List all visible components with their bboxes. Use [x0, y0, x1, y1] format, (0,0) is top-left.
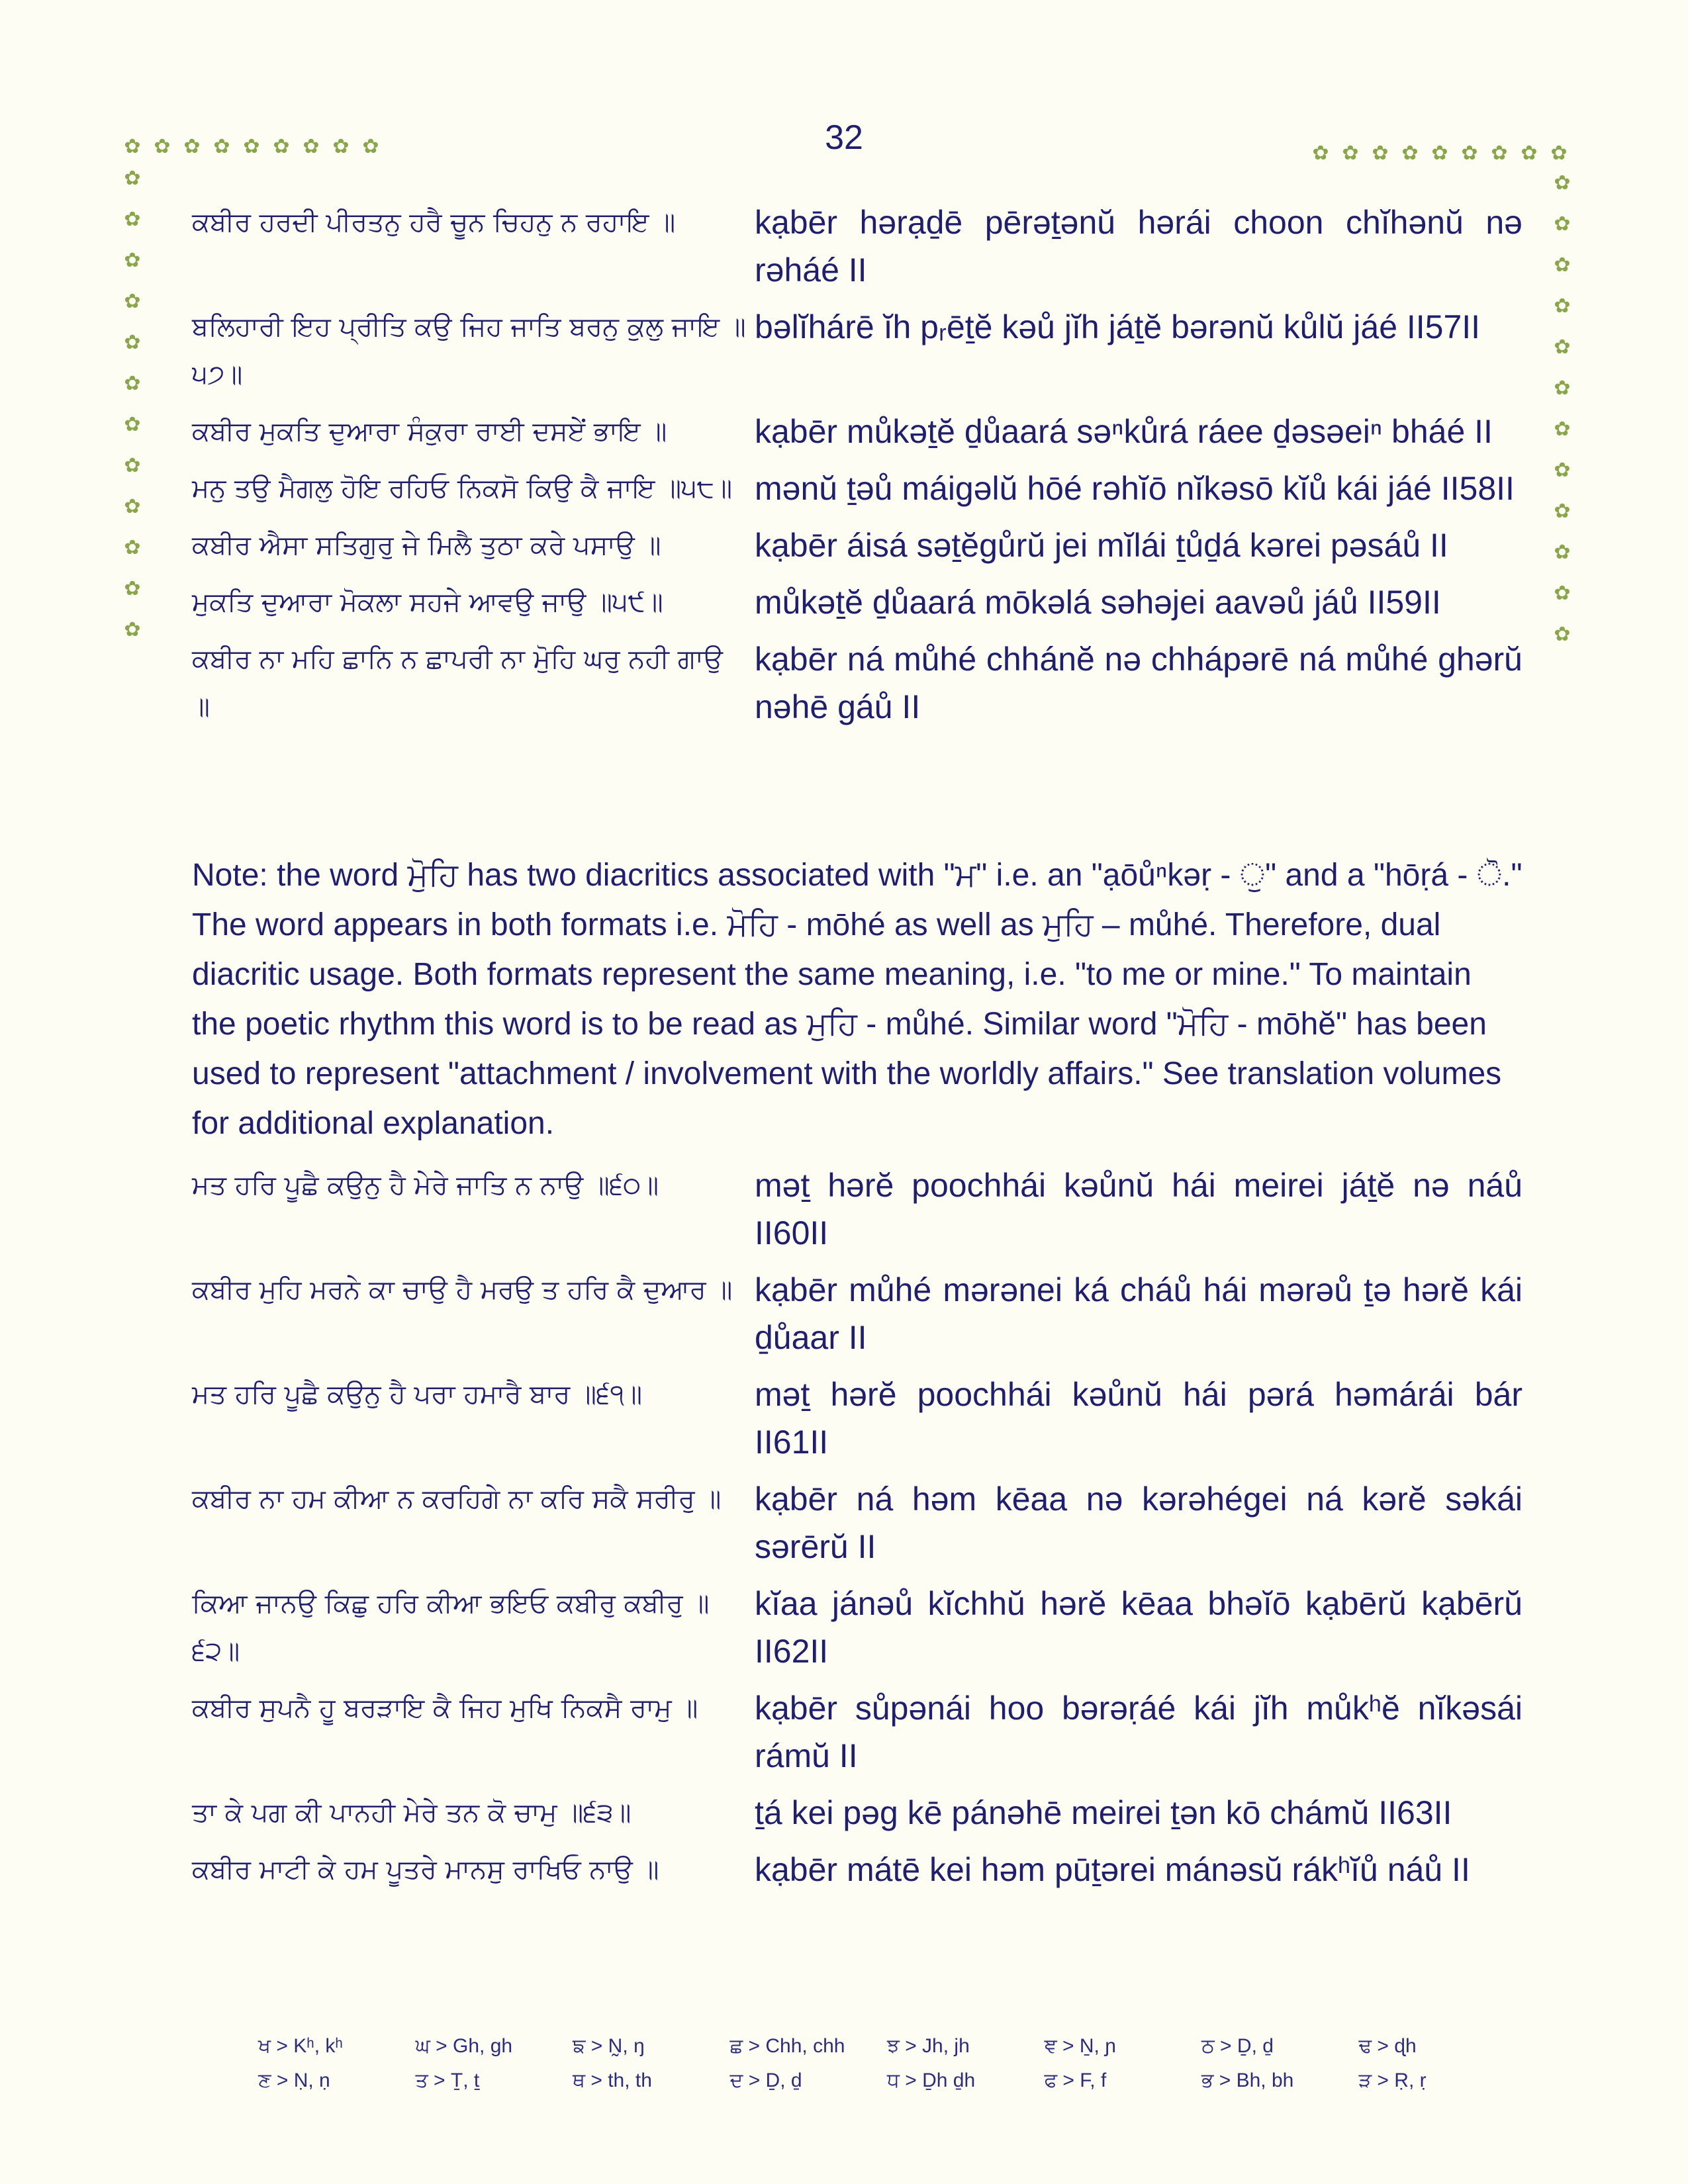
legend-item: ਛ > Chh, chh: [729, 2035, 845, 2057]
legend-item: ਧ > Ḏh ḏh: [887, 2070, 976, 2091]
legend-item: ਤ > Ṯ, ṯ: [415, 2070, 480, 2091]
flower-ornament-icon: ✿: [183, 135, 201, 158]
flower-ornament-icon: ✿: [154, 135, 171, 158]
legend-row: [258, 2070, 1516, 2104]
transliteration-text: kạbēr áisá səṯĕgůrŭ jei mĭlái ṯůḏá kərei pəsáů II: [755, 527, 1448, 564]
gurmukhi-text: ਕਬੀਰ ਮਾਟੀ ਕੇ ਹਮ ਪੂਤਰੇ ਮਾਨਸੁ ਰਾਖਿਓ ਨਾਉ ॥: [192, 1854, 659, 1885]
transliteration-text: kĭaa jánəů kĭchhŭ hərĕ kēaa bhəĭō kạbērŭ kạbērŭ II62II: [755, 1585, 1523, 1670]
flower-ornament-icon: ✿: [1431, 142, 1448, 165]
gurmukhi-text: ਕਬੀਰ ਮੁਕਤਿ ਦੁਆਰਾ ਸੰਕੁਰਾ ਰਾਈ ਦਸਏਂ ਭਾਇ ॥: [192, 416, 667, 447]
transliteration-text: kạbēr ná můhé chhánĕ nə chhápərē ná můhé ghərŭ nəhē gáů II: [755, 641, 1523, 725]
transliteration-text: kạbēr mátē kei həm pūṯərei mánəsŭ rákʰĭů náů II: [755, 1851, 1470, 1888]
gurmukhi-text: ਬਲਿਹਾਰੀ ਇਹ ਪ੍ਰੀਤਿ ਕਉ ਜਿਹ ਜਾਤਿ ਬਰਨੁ ਕੁਲੁ ਜਾਇ ॥੫੭॥: [192, 312, 746, 390]
transliteration-text: kạbēr hərạḏē pērəṯənŭ hərái choon chĭhənŭ nə rəháé II: [755, 204, 1523, 289]
flower-ornament-icon: ✿: [1554, 377, 1571, 400]
legend-item: ਢ > ɖh: [1358, 2035, 1417, 2057]
transliteration-text: můkəṯĕ ḏůaará mōkəlá səhəjei aavəů jáů II59II: [755, 584, 1441, 621]
verse-row: [192, 1475, 1523, 1570]
transliteration-text: bəlĭhárē ĭh pᵣēṯĕ kəů jĭh jáṯĕ bərənŭ kůlŭ jáé II57II: [755, 308, 1481, 345]
flower-ornament-icon: ✿: [124, 454, 141, 477]
gurmukhi-text: ਕਬੀਰ ਸੁਪਨੈ ਹੂ ਬਰੜਾਇ ਕੈ ਜਿਹ ਮੁਖਿ ਨਿਕਸੈ ਰਾਮੁ ॥: [192, 1693, 698, 1723]
flower-ornament-icon: ✿: [1554, 500, 1571, 523]
verse-row: [192, 1371, 1523, 1466]
flower-ornament-icon: ✿: [124, 208, 141, 231]
transliteration-text: kạbēr můkəṯĕ ḏůaará səⁿkůrá ráee ḏəsəeiⁿ bháé II: [755, 413, 1493, 450]
legend-item: ਫ > F, f: [1044, 2070, 1107, 2091]
transliteration-text: kạbēr sůpənái hoo bərəṛáé kái jĭh můkʰĕ nĭkəsái rámŭ II: [755, 1690, 1523, 1774]
verse-row: [192, 635, 1523, 731]
gurmukhi-text: ਕਬੀਰ ਐਸਾ ਸਤਿਗੁਰੁ ਜੇ ਮਿਲੈ ਤੁਠਾ ਕਰੇ ਪਸਾਉ ॥: [192, 530, 661, 561]
legend-item: ੜ > Ṛ, ṛ: [1358, 2070, 1427, 2091]
page-number: 32: [825, 118, 863, 157]
flower-ornament-icon: ✿: [1461, 142, 1478, 165]
flower-ornament-icon: ✿: [303, 135, 320, 158]
verse-row: [192, 408, 1523, 455]
flower-ornament-icon: ✿: [1521, 142, 1538, 165]
legend-item: ਘ > Gh, gh: [415, 2035, 513, 2057]
flower-ornament-icon: ✿: [1554, 459, 1571, 482]
flower-ornament-icon: ✿: [1554, 253, 1571, 277]
transliteration-text: mənŭ ṯəů máigəlŭ hōé rəhĭō nĭkəsō kĭů kái jáé II58II: [755, 470, 1515, 507]
transliteration-text: kạbēr můhé mərənei ká cháů hái mərəů ṯə hərĕ kái ḏůaar II: [755, 1271, 1523, 1356]
gurmukhi-text: ਮੁਕਤਿ ਦੁਆਰਾ ਮੋਕਲਾ ਸਹਜੇ ਆਵਉ ਜਾਉ ॥੫੯॥: [192, 587, 663, 617]
verse-row: [192, 1580, 1523, 1675]
flower-ornament-icon: ✿: [124, 249, 141, 272]
gurmukhi-text: ਕਬੀਰ ਨਾ ਮਹਿ ਛਾਨਿ ਨ ਛਾਪਰੀ ਨਾ ਮੁੋਹਿ ਘਰੁ ਨਹੀ ਗਾਉ ॥: [192, 644, 723, 722]
legend-item: ਠ > Ḏ, ḏ: [1201, 2035, 1274, 2057]
flower-ornament-icon: ✿: [362, 135, 379, 158]
verse-row: [192, 199, 1523, 294]
legend-item: ਙ > N̰, ŋ: [573, 2035, 645, 2057]
verse-row: [192, 1266, 1523, 1361]
flower-ornament-icon: ✿: [124, 135, 141, 158]
flower-ornament-icon: ✿: [213, 135, 230, 158]
gurmukhi-text: ਕਬੀਰ ਮੁਹਿ ਮਰਨੇ ਕਾ ਚਾਉ ਹੈ ਮਰਉ ਤ ਹਰਿ ਕੈ ਦੁਆਰ ॥: [192, 1275, 733, 1305]
gurmukhi-text: ਕਬੀਰ ਹਰਦੀ ਪੀਰਤਨੁ ਹਰੈ ਚੂਨ ਚਿਹਨੁ ਨ ਰਹਾਇ ॥: [192, 207, 676, 238]
verse-row: [192, 1161, 1523, 1257]
verse-row: [192, 1789, 1523, 1837]
flower-ornament-icon: ✿: [1491, 142, 1508, 165]
gurmukhi-text: ਮਨੁ ਤਉ ਮੈਗਲੁ ਹੋਇ ਰਹਿਓ ਨਿਕਸੋ ਕਿਉ ਕੈ ਜਾਇ ॥੫੮॥: [192, 473, 733, 504]
flower-ornament-icon: ✿: [243, 135, 260, 158]
flower-ornament-icon: ✿: [1554, 295, 1571, 318]
transliteration-text: məṯ hərĕ poochhái kəůnŭ hái pərá həmárái bár II61II: [755, 1376, 1523, 1461]
legend-item: ਝ > Jh, jh: [887, 2035, 970, 2057]
transliteration-text: kạbēr ná həm kēaa nə kərəhégei ná kərĕ səkái sərērŭ II: [755, 1480, 1523, 1565]
legend-item: ਖ > Kʰ, kʰ: [258, 2035, 343, 2057]
flower-ornament-icon: ✿: [1554, 336, 1571, 359]
flower-ornament-icon: ✿: [1342, 142, 1359, 165]
flower-ornament-icon: ✿: [332, 135, 350, 158]
transliteration-text: ṯá kei pəg kē pánəhē meirei ṯən kō chámŭ II63II: [755, 1794, 1452, 1831]
gurmukhi-text: ਕਬੀਰ ਨਾ ਹਮ ਕੀਆ ਨ ਕਰਹਿਗੇ ਨਾ ਕਰਿ ਸਕੈ ਸਰੀਰੁ ॥: [192, 1484, 722, 1514]
gurmukhi-text: ਕਿਆ ਜਾਨਉ ਕਿਛੁ ਹਰਿ ਕੀਆ ਭਇਓ ਕਬੀਰੁ ਕਬੀਰੁ ॥੬੨॥: [192, 1588, 710, 1666]
legend-row: [258, 2035, 1516, 2070]
legend-item: ਦ > Ḏ, ḏ: [729, 2070, 802, 2091]
verse-row: [192, 1846, 1523, 1893]
flower-ornament-icon: ✿: [124, 290, 141, 313]
verse-row: [192, 522, 1523, 569]
verse-row: [192, 465, 1523, 512]
flower-ornament-icon: ✿: [124, 577, 141, 600]
legend-item: ਭ > Bh, bh: [1201, 2070, 1294, 2091]
verse-row: [192, 578, 1523, 626]
gurmukhi-text: ਮਤ ਹਰਿ ਪੂਛੈ ਕਉਨੁ ਹੈ ਪਰਾ ਹਮਾਰੈ ਬਾਰ ॥੬੧॥: [192, 1379, 643, 1410]
verse-table-bottom: [192, 1161, 1523, 1903]
legend-item: ਣ > Ṇ, ṇ: [258, 2070, 330, 2091]
flower-ornament-icon: ✿: [124, 536, 141, 559]
flower-ornament-icon: ✿: [1550, 142, 1568, 165]
gurmukhi-text: ਤਾ ਕੇ ਪਗ ਕੀ ਪਾਨਹੀ ਮੇਰੇ ਤਨ ਕੋ ਚਾਮੁ ॥੬੩॥: [192, 1797, 632, 1828]
legend-item: ਥ > th, th: [573, 2070, 652, 2091]
flower-ornament-icon: ✿: [1554, 212, 1571, 236]
verse-row: [192, 303, 1523, 398]
flower-ornament-icon: ✿: [124, 167, 141, 190]
gurmukhi-text: ਮਤ ਹਰਿ ਪੂਛੈ ਕਉਨੁ ਹੈ ਮੇਰੇ ਜਾਤਿ ਨ ਨਾਉ ॥੬੦॥: [192, 1170, 659, 1201]
flower-ornament-icon: ✿: [1312, 142, 1329, 165]
transliteration-text: məṯ hərĕ poochhái kəůnŭ hái meirei jáṯĕ nə náů II60II: [755, 1167, 1523, 1251]
flower-ornament-icon: ✿: [124, 331, 141, 354]
flower-ornament-icon: ✿: [1401, 142, 1419, 165]
flower-ornament-icon: ✿: [273, 135, 290, 158]
verse-row: [192, 1684, 1523, 1780]
flower-ornament-icon: ✿: [1554, 418, 1571, 441]
verse-table-top: [192, 199, 1523, 740]
flower-ornament-icon: ✿: [124, 618, 141, 641]
flower-ornament-icon: ✿: [1554, 541, 1571, 564]
flower-ornament-icon: ✿: [1554, 623, 1571, 646]
flower-ornament-icon: ✿: [124, 413, 141, 436]
diacritic-note: Note: the word ਮੁੋਹਿ has two diacritics associated with "ਮ" i.e. an "ạōůⁿkəṛ - ੁ" and a "hōṛá - ੋ." The word appears in both formats i.e. ਮੋਹਿ - mōhé as well as ਮੁਹਿ – můhé. Therefore, dual diacritic usage. Both formats represent the same meaning, i.e. "to me or mine." To maintain the poetic rhythm this word is to be read as ਮੁਹਿ - můhé. Similar word "ਮੋਹਿ - mōhĕ" has been used to represent "attachment / involvement with the worldly affairs." See translation volumes for additional explanation.: [192, 858, 1523, 1141]
flower-ornament-icon: ✿: [124, 372, 141, 395]
legend-item: ਞ > Ṉ, ɲ: [1044, 2035, 1116, 2057]
flower-ornament-icon: ✿: [1372, 142, 1389, 165]
flower-ornament-icon: ✿: [1554, 582, 1571, 605]
flower-ornament-icon: ✿: [1554, 171, 1571, 195]
flower-ornament-icon: ✿: [124, 495, 141, 518]
transliteration-legend: [258, 2035, 1516, 2104]
